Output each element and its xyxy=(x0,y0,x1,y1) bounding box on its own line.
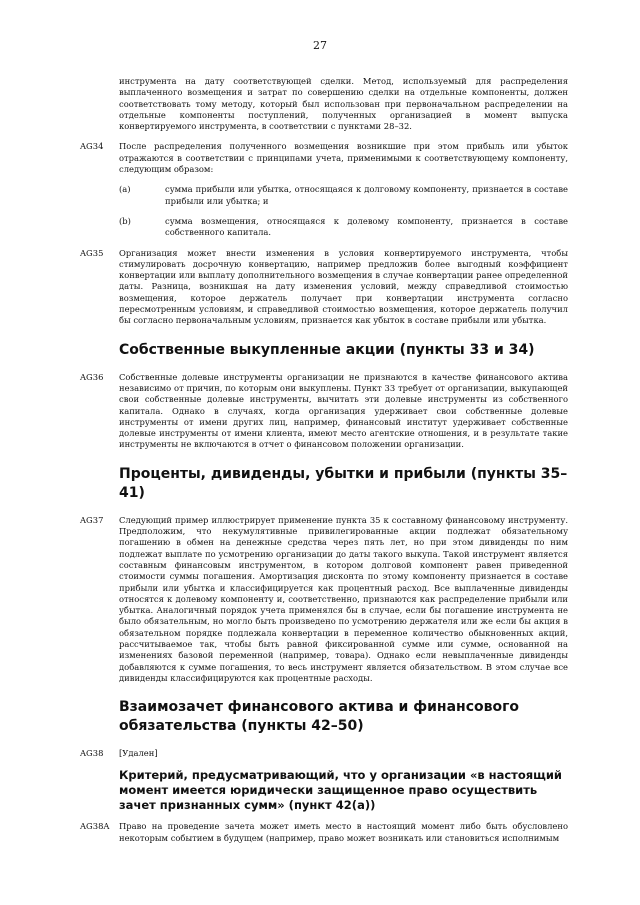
paragraph-ag38a xyxy=(80,821,568,844)
paragraph-ag38 xyxy=(80,748,568,759)
paragraph-text: Право на проведение зачета может иметь место в настоящий момент либо быть обусловлено некоторым событием в будущем (например, право может возникать или становиться исполнимым xyxy=(119,821,568,843)
section-heading-treasury-shares: Собственные выкупленные акции (пункты 33 и 34) xyxy=(119,341,535,358)
paragraph-number: AG38 xyxy=(80,748,104,759)
section-heading-interest-dividends: Проценты, дивиденды, убытки и прибыли (пункты 35–41) xyxy=(119,465,568,501)
paragraph-number: AG35 xyxy=(80,247,104,258)
paragraph-ag35 xyxy=(80,248,568,327)
paragraph-ag36 xyxy=(80,372,568,451)
list-item-a xyxy=(119,184,568,207)
paragraph-text: После распределения полученного возмещения возникшие при этом прибыль или убыток отражаются в соответствии с принципами учета, применимыми к соответствующему компоненту, следующим образом: xyxy=(119,141,568,175)
list-item-text: сумма прибыли или убытка, относящаяся к долговому компоненту, признается в составе прибыли или убытка; и xyxy=(165,184,568,206)
list-item-text: сумма возмещения, относящаяся к долевому компоненту, признается в составе собственного капитала. xyxy=(165,215,568,238)
list-item-letter: (b) xyxy=(119,215,131,226)
paragraph-text: [Удален] xyxy=(119,748,158,759)
page-body xyxy=(80,76,568,853)
intro-continuation: инструмента на дату соответствующей сделки. Метод, используемый для распределения выплаченного возмещения и затрат по совершению сделки на отдельные компоненты, должен соответствовать тому методу, который был использован при первоначальном распределении на отдельные компоненты поступлений, полученных организацией в момент выпуска конвертируемого инструмента, в соответствии с пунктами 28–32. xyxy=(119,76,568,132)
paragraph-ag37 xyxy=(80,515,568,684)
paragraph-number: AG38A xyxy=(80,821,110,832)
paragraph-ag34 xyxy=(80,141,568,175)
list-item-b xyxy=(119,216,568,239)
page-number: 27 xyxy=(313,39,327,52)
list-item-letter: (a) xyxy=(119,184,131,195)
paragraph-text: Организация может внести изменения в условия конвертируемого инструмента, чтобы стимулировать досрочную конвертацию, например предложив более выгодный коэффициент конвертации или выплату дополнительного возмещения в случае конвертации ранее определенной даты. Разница, возникшая на дату изменения условий, между справедливой стоимостью возмещения, которое держатель получает при конвертации инструмента согласно пересмотренным условиям, и справедливой стоимостью возмещения, которое держатель получил бы согласно первоначальным условиям, признается как убыток в составе прибыли или убытка. xyxy=(119,247,568,326)
subsection-heading-criterion: Критерий, предусматривающий, что у организации «в настоящий момент имеется юридически защищенное право осуществить зачет признанных сумм» (пункт 42(а)) xyxy=(119,768,562,813)
paragraph-number: AG37 xyxy=(80,514,104,525)
paragraph-number: AG34 xyxy=(80,141,104,152)
paragraph-text: Следующий пример иллюстрирует применение пункта 35 к составному финансовому инструменту. Предположим, что некумулятивные привилегированные акции подлежат обязательному погашению в обмен на денежные средства через пять лет, но при этом дивиденды по ним подлежат выплате по усмотрению организации до даты такого выкупа. Такой инструмент является составным финансовым инструментом, в котором долговой компонент равен приведенной стоимости суммы погашения. Амортизация дисконта по этому компоненту признается в составе прибыли или убытка и классифицируется как процентный расход. Все выплаченные дивиденды относятся к долевому компоненту и, соответственно, признаются как распределение прибыли или убытка. Аналогичный порядок учета применялся бы в случае, если бы погашение инструмента не было обязательным, но могло быть произведено по усмотрению держателя или же если бы акция в обязательном порядке подлежала конвертации в переменное количество обыкновенных акций, рассчитываемое так, чтобы быть равной фиксированной сумме или сумме, основанной на изменениях базовой переменной (например, товара). Однако если невыплаченные дивиденды добавляются к сумме погашения, то весь инструмент является обязательством. В этом случае все дивиденды классифицируются как процентные расходы. xyxy=(119,514,568,683)
section-heading-offsetting: Взаимозачет финансового актива и финансового обязательства (пункты 42–50) xyxy=(119,699,520,735)
paragraph-text: Собственные долевые инструменты организации не признаются в качестве финансового актива независимо от причин, по которым они выкуплены. Пункт 33 требует от организации, выкупающей свои собственные долевые инструменты, вычитать эти долевые инструменты из собственного капитала. Однако в случаях, когда организация удерживает свои собственные долевые инструменты от имени других лиц, например, финансовый институт удерживает собственные долевые инструменты от имени клиента, имеют место агентские отношения, и в результате такие инструменты не включаются в отчет о финансовом положении организации. xyxy=(119,371,568,450)
paragraph-number: AG36 xyxy=(80,371,104,382)
